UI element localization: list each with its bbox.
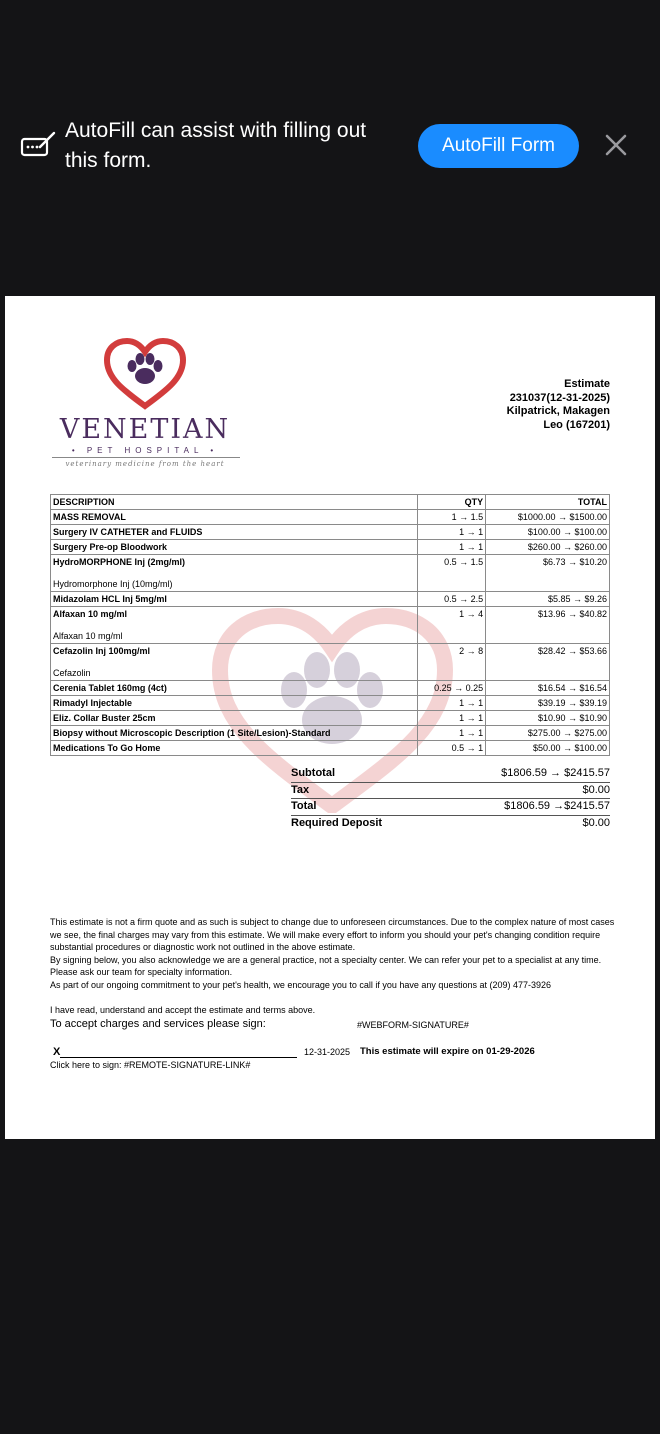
item-description-cell <box>51 741 418 756</box>
item-total: $28.42 → $53.66 <box>486 644 610 681</box>
table-row <box>51 711 610 726</box>
item-description-cell <box>51 525 418 540</box>
item-description: MASS REMOVAL <box>53 512 126 522</box>
table-row <box>51 681 610 696</box>
item-qty: 1 → 1 <box>418 525 486 540</box>
table-row <box>51 510 610 525</box>
logo-subtitle: • PET HOSPITAL • <box>71 446 219 455</box>
item-description-cell <box>51 555 418 592</box>
total-row <box>291 799 610 816</box>
header-total: TOTAL <box>486 495 610 510</box>
item-description-cell <box>51 644 418 681</box>
item-total: $275.00 → $275.00 <box>486 726 610 741</box>
header-description: DESCRIPTION <box>51 495 418 510</box>
item-description-cell <box>51 726 418 741</box>
header-qty: QTY <box>418 495 486 510</box>
item-description: Rimadyl Injectable <box>53 698 133 708</box>
item-description: Biopsy without Microscopic Description (1 Site/Lesion)-Standard <box>53 728 331 738</box>
item-qty: 2 → 8 <box>418 644 486 681</box>
terms-paragraph: By signing below, you also acknowledge we are a general practice, not a specialty center. We can refer your pet to a specialist at any time. Please ask our team for specialty information. <box>50 954 602 978</box>
item-qty: 0.5 → 1 <box>418 741 486 756</box>
item-description: Medications To Go Home <box>53 743 161 753</box>
item-description-cell <box>51 510 418 525</box>
tax-row <box>291 783 610 800</box>
estimate-table <box>50 494 610 756</box>
item-total: $100.00 → $100.00 <box>486 525 610 540</box>
item-description-cell <box>51 540 418 555</box>
item-total: $5.85 → $9.26 <box>486 592 610 607</box>
signature-line[interactable] <box>60 1057 297 1058</box>
table-row <box>51 540 610 555</box>
subtotal-value: $1806.59 → $2415.57 <box>501 767 610 779</box>
close-icon[interactable] <box>603 132 629 158</box>
deposit-row <box>291 816 610 832</box>
estimate-document <box>5 296 655 1139</box>
logo-name: VENETIAN <box>59 414 231 445</box>
table-header-row <box>51 495 610 510</box>
total-value: $1806.59 →$2415.57 <box>504 800 610 812</box>
item-description: HydroMORPHONE Inj (2mg/ml) <box>53 557 186 567</box>
deposit-label: Required Deposit <box>291 816 383 829</box>
estimate-id: 231037(12-31-2025) <box>509 391 610 404</box>
item-total: $50.00 → $100.00 <box>486 741 610 756</box>
subtotal-row <box>291 766 610 783</box>
item-description: Surgery Pre-op Bloodwork <box>53 542 168 552</box>
item-qty: 1 → 1 <box>418 696 486 711</box>
subtotal-label: Subtotal <box>291 767 335 779</box>
patient-name: Leo (167201) <box>543 418 610 431</box>
expiry-notice: This estimate will expire on 01-29-2026 <box>360 1046 535 1057</box>
hospital-logo <box>50 338 245 468</box>
terms-paragraph: As part of our ongoing commitment to your pet's health, we encourage you to call if you have any questions at (209) 477-3926 <box>50 979 552 990</box>
terms-paragraph: This estimate is not a firm quote and as such is subject to change due to unforeseen circumstances. Due to the complex nature of most cases we see, the final charges may vary from this estimate. We will make every effort to inform you should your pet's changing condition require substantial procedures or diagnostic work not outlined in the above estimate. <box>50 917 615 953</box>
item-subdescription: Cefazolin <box>53 668 91 678</box>
client-name: Kilpatrick, Makagen <box>506 405 610 417</box>
estimate-title: Estimate <box>564 378 610 390</box>
item-total: $10.90 → $10.90 <box>486 711 610 726</box>
item-description-cell <box>51 681 418 696</box>
accept-statement: I have read, understand and accept the estimate and terms above. <box>50 1005 316 1015</box>
item-total: $39.19 → $39.19 <box>486 696 610 711</box>
total-label: Total <box>291 800 317 812</box>
item-total: $16.54 → $16.54 <box>486 681 610 696</box>
table-row <box>51 525 610 540</box>
item-qty: 1 → 1 <box>418 726 486 741</box>
item-description-cell <box>51 592 418 607</box>
signature-x-mark: X <box>53 1046 61 1058</box>
table-row <box>51 607 610 644</box>
item-total: $1000.00 → $1500.00 <box>486 510 610 525</box>
item-description: Cefazolin Inj 100mg/ml <box>53 646 151 656</box>
item-description: Eliz. Collar Buster 25cm <box>53 713 156 723</box>
item-description: Surgery IV CATHETER and FLUIDS <box>53 527 203 537</box>
remote-signature-link[interactable]: Click here to sign: #REMOTE-SIGNATURE-LINK# <box>50 1060 251 1070</box>
table-row <box>51 592 610 607</box>
item-qty: 0.5 → 2.5 <box>418 592 486 607</box>
item-description: Alfaxan 10 mg/ml <box>53 609 128 619</box>
table-row <box>51 555 610 592</box>
tax-label: Tax <box>291 783 310 796</box>
item-qty: 1 → 4 <box>418 607 486 644</box>
autofill-form-button[interactable]: AutoFill Form <box>418 124 579 168</box>
logo-tagline: veterinary medicine from the heart <box>65 460 225 468</box>
item-qty: 0.25 → 0.25 <box>418 681 486 696</box>
item-description: Midazolam HCL Inj 5mg/ml <box>53 594 167 604</box>
item-description-cell <box>51 711 418 726</box>
estimate-header <box>507 378 610 432</box>
webform-signature-field[interactable]: #WEBFORM-SIGNATURE# <box>357 1020 469 1030</box>
sign-prompt: To accept charges and services please sign: <box>50 1018 266 1030</box>
logo-divider <box>52 457 240 458</box>
item-total: $260.00 → $260.00 <box>486 540 610 555</box>
item-total: $6.73 → $10.20 <box>486 555 610 592</box>
heart-paw-logo-icon <box>103 338 187 410</box>
item-description-cell <box>51 696 418 711</box>
item-qty: 1 → 1.5 <box>418 510 486 525</box>
table-row <box>51 696 610 711</box>
autofill-message: AutoFill can assist with filling out this form. <box>65 119 367 172</box>
totals-block <box>291 766 610 831</box>
item-description: Cerenia Tablet 160mg (4ct) <box>53 683 167 693</box>
item-total: $13.96 → $40.82 <box>486 607 610 644</box>
item-qty: 1 → 1 <box>418 711 486 726</box>
item-qty: 0.5 → 1.5 <box>418 555 486 592</box>
table-row <box>51 644 610 681</box>
deposit-value: $0.00 <box>582 816 610 829</box>
item-qty: 1 → 1 <box>418 540 486 555</box>
tax-value: $0.00 <box>582 783 610 796</box>
table-row <box>51 726 610 741</box>
table-row <box>51 741 610 756</box>
terms-text <box>50 916 615 992</box>
item-description-cell <box>51 607 418 644</box>
signature-date: 12-31-2025 <box>304 1047 351 1057</box>
item-subdescription: Hydromorphone Inj (10mg/ml) <box>53 579 173 589</box>
autofill-form-icon <box>20 130 56 160</box>
item-subdescription: Alfaxan 10 mg/ml <box>53 631 123 641</box>
